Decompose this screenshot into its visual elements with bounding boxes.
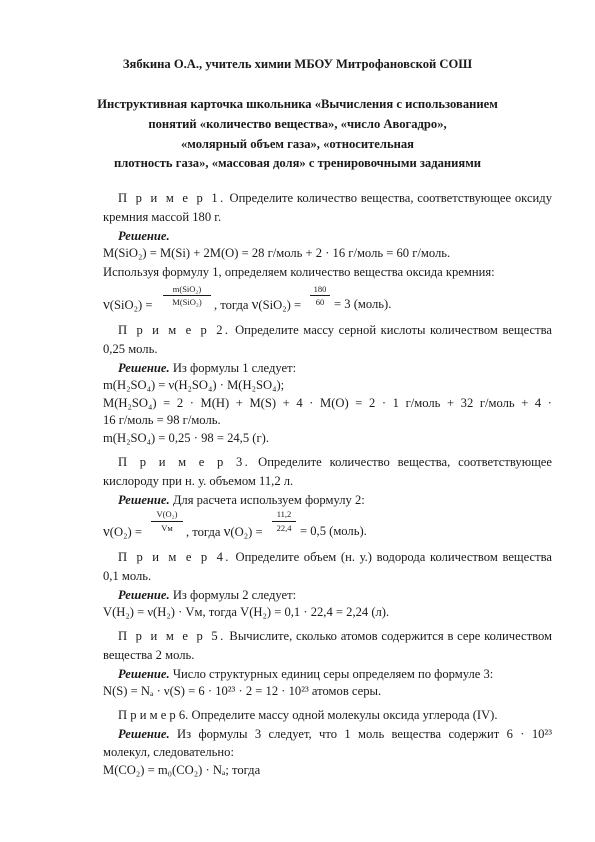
example-6-label: П р и м е р 6. [118, 708, 189, 722]
example-3-fraction-numerator: V(O₂) [156, 509, 178, 519]
example-3-value-numerator: 11,2 [276, 509, 292, 519]
example-2-label: П р и м е р 2. [118, 323, 231, 337]
example-5-solution: Решение. Число структурных единиц серы определяем по формуле 3: [118, 667, 494, 681]
example-3-fraction-bar [151, 521, 183, 522]
example-4-heading: П р и м е р 4. Определите объем (н. у.) водорода количеством вещества [118, 550, 552, 564]
example-1-value-numerator: 180 [313, 284, 327, 294]
title-line-4: плотность газа», «массовая доля» с тренировочными заданиями [113, 156, 482, 170]
example-3-solution-label: Решение. [118, 493, 170, 507]
example-5-line-2: вещества 2 моль. [103, 648, 195, 662]
example-5-solution-label: Решение. [118, 667, 170, 681]
example-1-result: = 3 (моль). [334, 297, 392, 311]
example-3-line-2: кислороду при н. у. объемом 11,2 л. [103, 474, 294, 488]
example-4-solution-label: Решение. [118, 588, 170, 602]
example-1-line-2: кремния массой 180 г. [103, 210, 222, 224]
example-1-then: , тогда ν(SiO₂) = [214, 297, 302, 313]
example-6-solution-label: Решение. [118, 727, 170, 741]
example-1-solution-label: Решение. [118, 229, 170, 243]
example-1-formula: ν(SiO₂) = [103, 297, 153, 313]
example-2-equation-4: m(H₂SO₄) = 0,25 · 98 = 24,5 (г). [103, 431, 269, 445]
example-3-result: = 0,5 (моль). [300, 524, 367, 538]
example-3-solution: Решение. Для расчета используем формулу 2: [118, 493, 365, 507]
example-4-solution: Решение. Из формулы 2 следует: [118, 588, 297, 602]
example-1-molar-mass: M(SiO₂) = M(Si) + 2M(O) = 28 г/моль + 2 · 16 г/моль = 60 г/моль. [103, 246, 451, 260]
example-4-label: П р и м е р 4. [118, 550, 231, 564]
example-1-value-bar [310, 295, 330, 296]
title-line-2: понятий «количество вещества», «число Авогадро», [148, 117, 447, 131]
example-2-equation-3: 16 г/моль = 98 г/моль. [103, 413, 221, 427]
example-3-value-bar [272, 521, 296, 522]
example-2-equation-1: m(H₂SO₄) = ν(H₂SO₄) · M(H₂SO₄); [103, 378, 285, 392]
example-1-heading: П р и м е р 1. Определите количество вещества, соответствующее оксиду [118, 191, 552, 205]
example-1-fraction-bar [163, 295, 211, 296]
example-1-using-formula: Используя формулу 1, определяем количество вещества оксида кремния: [103, 265, 495, 279]
example-4-equation-1: V(H₂) = ν(H₂) · Vм, тогда V(H₂) = 0,1 · 22,4 = 2,24 (л). [103, 605, 390, 619]
example-1-label: П р и м е р 1. [118, 191, 226, 205]
example-2-solution: Решение. Из формулы 1 следует: [118, 361, 297, 375]
example-2-heading: П р и м е р 2. Определите массу серной кислоты количеством вещества [118, 323, 552, 337]
example-5-label: П р и м е р 5. [118, 629, 226, 643]
author-line: Зябкина О.А., учитель химии МБОУ Митрофановской СОШ [122, 57, 473, 71]
example-2-line-2: 0,25 моль. [103, 342, 158, 356]
example-6-solution: Решение. Из формулы 3 следует, что 1 моль вещества содержит 6 · 10²³ [118, 727, 552, 741]
example-3-value-denominator: 22,4 [276, 523, 292, 533]
example-6-heading: П р и м е р 6. Определите массу одной молекулы оксида углерода (IV). [118, 708, 498, 722]
example-1-value-denominator: 60 [315, 297, 325, 307]
example-5-equation-1: N(S) = Nₐ · ν(S) = 6 · 10²³ · 2 = 12 · 10²³ атомов серы. [103, 684, 382, 698]
example-2-solution-label: Решение. [118, 361, 170, 375]
example-2-equation-2: M(H₂SO₄) = 2 · M(H) + M(S) + 4 · M(O) = 2 · 1 г/моль + 32 г/моль + 4 · [103, 396, 552, 410]
example-1-fraction-numerator: m(SiO₂) [172, 284, 202, 294]
example-3-formula: ν(O₂) = [103, 524, 142, 540]
example-6-line-2: молекул, следовательно: [103, 745, 234, 759]
example-3-fraction-denominator: Vм [161, 523, 173, 533]
example-3-then: , тогда ν(O₂) = [186, 524, 263, 540]
title-line-1: Инструктивная карточка школьника «Вычисления с использованием [97, 97, 498, 111]
example-3-heading: П р и м е р 3. Определите количество вещества, соответствующее [118, 455, 552, 469]
example-5-heading: П р и м е р 5. Вычислите, сколько атомов содержится в сере количеством [118, 629, 552, 643]
example-4-line-2: 0,1 моль. [103, 569, 152, 583]
example-6-equation-1: M(CO₂) = m₀(CO₂) · Nₐ; тогда [103, 763, 261, 777]
example-1-fraction-denominator: M(SiO₂) [172, 297, 202, 307]
title-line-3: «молярный объем газа», «относительная [180, 137, 414, 151]
example-3-label: П р и м е р 3. [118, 455, 251, 469]
